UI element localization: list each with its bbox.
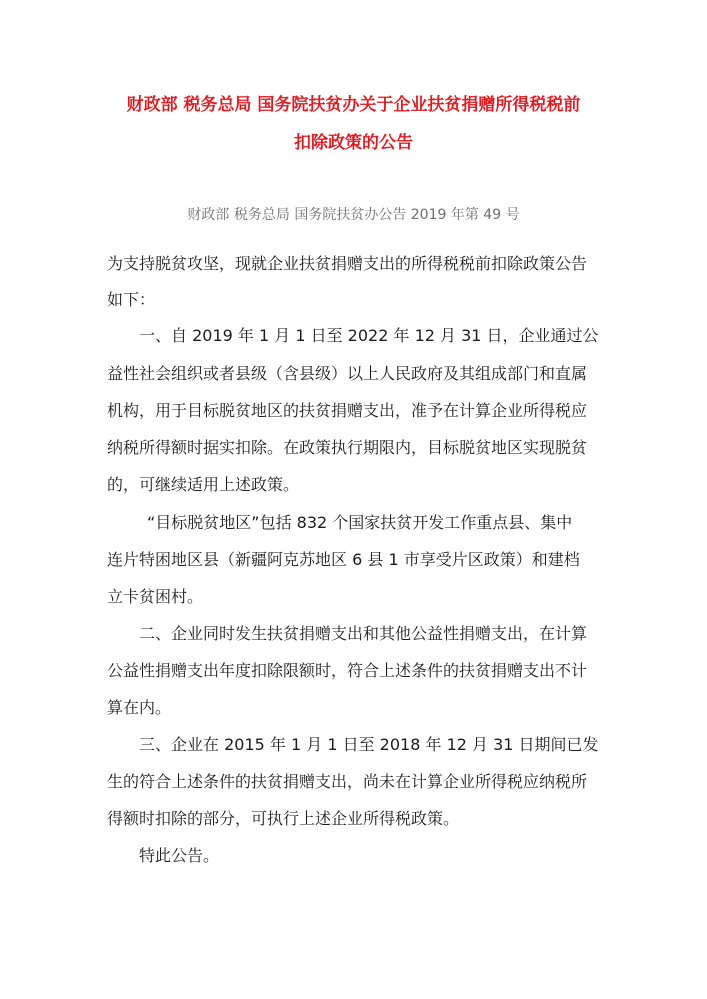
body-line: 如下： (107, 290, 156, 309)
body-line: “目标脱贫地区”包括 832 个国家扶贫开发工作重点县、集中 (147, 513, 573, 532)
body-line: 机构，用于目标脱贫地区的扶贫捐赠支出，准予在计算企业所得税应 (107, 401, 588, 420)
document-number: 财政部 税务总局 国务院扶贫办公告 2019 年第 49 号 (187, 207, 520, 223)
body-line: 公益性捐赠支出年度扣除限额时，符合上述条件的扶贫捐赠支出不计 (107, 661, 588, 680)
body-line: 生的符合上述条件的扶贫捐赠支出，尚未在计算企业所得税应纳税所 (107, 772, 588, 791)
body-line: 一、自 2019 年 1 月 1 日至 2022 年 12 月 31 日，企业通过公 (139, 326, 599, 345)
body-line: 为支持脱贫攻坚，现就企业扶贫捐赠支出的所得税税前扣除政策公告 (107, 254, 588, 273)
body-line: 的，可继续适用上述政策。 (107, 475, 300, 494)
document-title-line-1: 财政部 税务总局 国务院扶贫办关于企业扶贫捐赠所得税税前 (126, 95, 581, 115)
body-line: 特此公告。 (139, 846, 220, 865)
body-line: 三、企业在 2015 年 1 月 1 日至 2018 年 12 月 31 日期间已发 (139, 735, 599, 754)
body-line: 连片特困地区县（新疆阿克苏地区 6 县 1 市享受片区政策）和建档 (107, 550, 580, 569)
document-title-line-2: 扣除政策的公告 (294, 133, 413, 153)
body-line: 得额时扣除的部分，可执行上述企业所得税政策。 (107, 809, 460, 828)
body-line: 益性社会组织或者县级（含县级）以上人民政府及其组成部门和直属 (107, 364, 588, 383)
body-line: 算在内。 (107, 698, 172, 717)
body-line: 立卡贫困村。 (107, 587, 204, 606)
body-line: 纳税所得额时据实扣除。在政策执行期限内，目标脱贫地区实现脱贫 (107, 438, 588, 457)
body-line: 二、企业同时发生扶贫捐赠支出和其他公益性捐赠支出，在计算 (139, 624, 588, 643)
